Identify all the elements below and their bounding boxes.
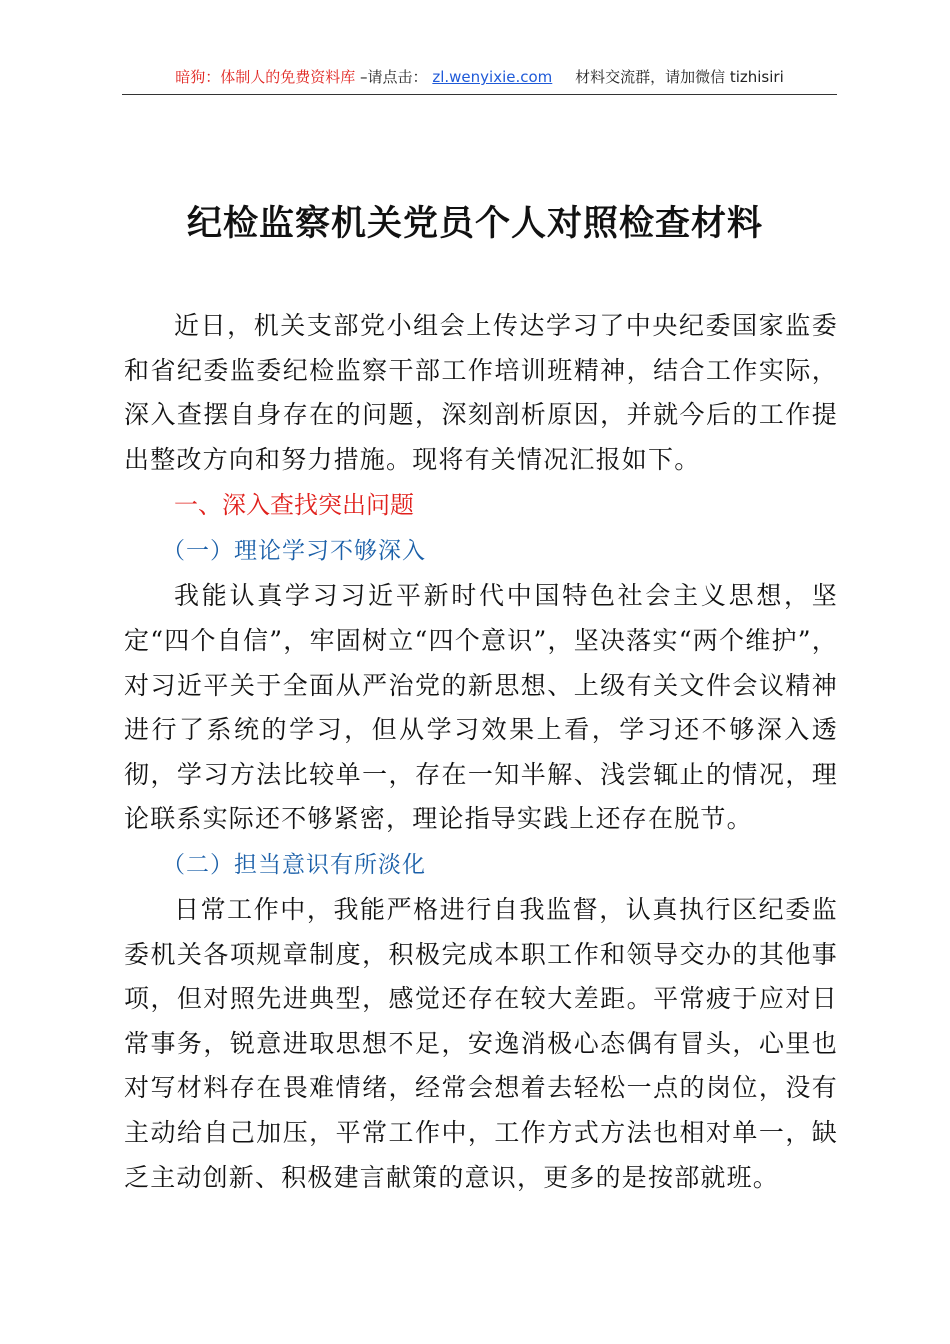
page-header <box>122 62 837 92</box>
header-site-name: 暗狗：体制人的免费资料库 <box>175 68 356 86</box>
header-wechat-note: 材料交流群，请加微信 tizhisiri <box>575 68 784 86</box>
header-link[interactable]: zl.wenyixie.com <box>432 68 553 86</box>
document-body <box>124 304 838 1200</box>
subsection-body-2: 日常工作中，我能严格进行自我监督，认真执行区纪委监委机关各项规章制度，积极完成本职工作和领导交办的其他事项，但对照先进典型，感觉还存在较大差距。平常疲于应对日常事务，锐意进取思想不足，安逸消极心态偶有冒头，心里也对写材料存在畏难情绪，经常会想着去轻松一点的岗位，没有主动给自己加压，平常工作中，工作方式方法也相对单一，缺乏主动创新、积极建言献策的意识，更多的是按部就班。 <box>124 894 838 1192</box>
header-click-prompt: –请点击： <box>360 68 428 86</box>
intro-paragraph: 近日，机关支部党小组会上传达学习了中央纪委国家监委和省纪委监委纪检监察干部工作培训班精神，结合工作实际，深入查摆自身存在的问题，深刻剖析原因，并就今后的工作提出整改方向和努力措施。现将有关情况汇报如下。 <box>124 311 838 474</box>
section-heading-1: 一、深入查找突出问题 <box>174 491 414 520</box>
subsection-heading-1: （一）理论学习不够深入 <box>162 538 426 565</box>
subsection-heading-2: （二）担当意识有所淡化 <box>162 851 426 878</box>
subsection-body-1: 我能认真学习习近平新时代中国特色社会主义思想，坚定“四个自信”，牢固树立“四个意识”，坚决落实“两个维护”，对习近平关于全面从严治党的新思想、上级有关文件会议精神进行了系统的学习，但从学习效果上看，学习还不够深入透彻，学习方法比较单一，存在一知半解、浅尝辄止的情况，理论联系实际还不够紧密，理论指导实践上还存在脱节。 <box>124 581 838 834</box>
document-title: 纪检监察机关党员个人对照检查材料 <box>186 204 763 244</box>
header-divider <box>122 94 837 95</box>
